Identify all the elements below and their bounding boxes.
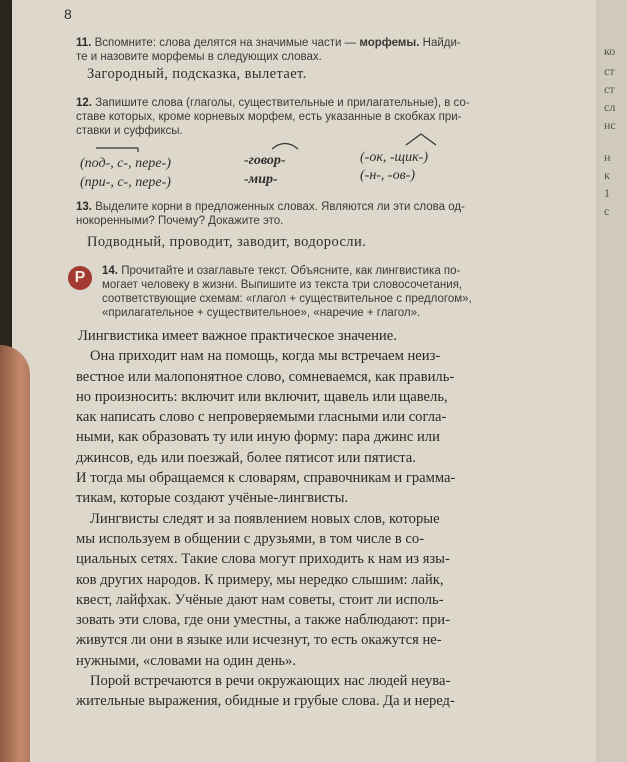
text-line: циальных сетях. Такие слова могут приходить к нам из язы- (76, 551, 450, 568)
text-line: зовать эти слова, где они уместны, а также наблюдают: при- (76, 612, 450, 629)
text-line: но произносить: включит или включит, щавель или щавель, (76, 388, 448, 405)
edge-text: ст (604, 82, 615, 96)
task-11 (76, 36, 564, 64)
task-12 (76, 96, 564, 138)
root-item: -мир- (244, 172, 278, 187)
text-line: мы используем в общении с друзьями, в том числе в со- (76, 530, 425, 547)
task-text: ставки и суффиксы. (76, 125, 183, 137)
text-line: И тогда мы обращаемся к словарям, справочникам и грамма- (76, 470, 456, 487)
root-item: -говор- (244, 153, 286, 168)
task-text: Вспомните: слова делятся на значимые части — (94, 37, 357, 49)
text-line: джинсов, едь или поезжай, более пятисот или пятиста. (76, 449, 416, 466)
task-text: Прочитайте и озаглавьте текст. Объясните, как лингвистика по- (121, 265, 461, 277)
task-number: 14. (102, 265, 118, 277)
prefix-list: (при-, с-, пере-) (80, 175, 171, 190)
task-text: Выделите корни в предложенных словах. Являются ли эти слова од- (95, 201, 465, 213)
reading-text (76, 326, 576, 712)
root-mark (270, 138, 300, 150)
speech-development-badge: Р (68, 266, 92, 290)
example-words: Загородный, подсказка, вылетает. (87, 66, 307, 82)
text-line: Лингвистика имеет важное практическое значение. (78, 328, 397, 344)
task-text: Найди- (422, 37, 461, 49)
text-line: ными, как образовать ту или иную форму: пара джинс или (76, 429, 440, 446)
text-line: тикам, которые создают учёные-лингвисты. (76, 490, 349, 507)
text-line: нужными, «словами на один день». (76, 652, 296, 669)
edge-text: сл (604, 100, 616, 114)
example-words: Подводный, проводит, заводит, водоросли. (87, 234, 367, 250)
edge-text: ко (604, 44, 616, 58)
text-line: квест, лайфхак. Учёные дают нам советы, стоит ли исполь- (76, 591, 444, 608)
suffix-list: (-ок, -щик-) (360, 150, 428, 165)
page-number: 8 (64, 6, 72, 22)
thumb (0, 345, 30, 762)
text-line: вестное или малопонятное слово, сомневаемся, как правиль- (76, 368, 455, 385)
text-line: Порой встречаются в речи окружающих нас людей неува- (90, 673, 451, 690)
task-13 (76, 200, 564, 228)
text-line: как написать слово с непроверяемыми гласными или согла- (76, 409, 447, 426)
text-line: живутся ли они в языке или исчезнут, то есть окажутся не- (76, 632, 442, 649)
prefix-mark (94, 144, 144, 152)
prefix-list: (под-, с-, пере-) (80, 156, 171, 171)
edge-text: н (604, 150, 611, 164)
task-text: «прилагательное + существительное», «наречие + глагол». (102, 307, 421, 319)
task-text: Запишите слова (глаголы, существительные и прилагательные), в со- (95, 97, 470, 109)
suffix-mark (404, 132, 438, 146)
text-line: Она приходит нам на помощь, когда мы встречаем неиз- (90, 348, 441, 365)
task-text: могает человеку в жизни. Выпишите из текста три словосочетания, (102, 279, 463, 291)
textbook-page (12, 0, 597, 762)
task-number: 11. (76, 37, 92, 49)
edge-text: с (604, 204, 610, 218)
task-text: нокоренными? Почему? Докажите это. (76, 215, 284, 227)
task-keyword: морфемы. (359, 37, 420, 49)
edge-text: ст (604, 64, 615, 78)
text-line: Лингвисты следят и за появлением новых слов, которые (90, 510, 440, 527)
text-line: ков других народов. К примеру, мы нередко слышим: лайк, (76, 571, 444, 588)
task-text: те и назовите морфемы в следующих словах. (76, 51, 322, 63)
task-14 (102, 264, 562, 320)
task-number: 13. (76, 201, 92, 213)
edge-text: нс (604, 118, 616, 132)
text-line: жительные выражения, обидные и грубые слова. Да и неред- (76, 693, 455, 710)
edge-text: к (604, 168, 610, 182)
edge-text: 1 (604, 186, 610, 200)
task-number: 12. (76, 97, 92, 109)
next-page-edge (596, 0, 627, 762)
task-text: ставе которых, кроме корневых морфем, есть указанные в скобках при- (76, 111, 462, 123)
suffix-list: (-н-, -ов-) (360, 168, 415, 183)
task-text: соответствующие схемам: «глагол + существительное с предлогом», (102, 293, 472, 305)
